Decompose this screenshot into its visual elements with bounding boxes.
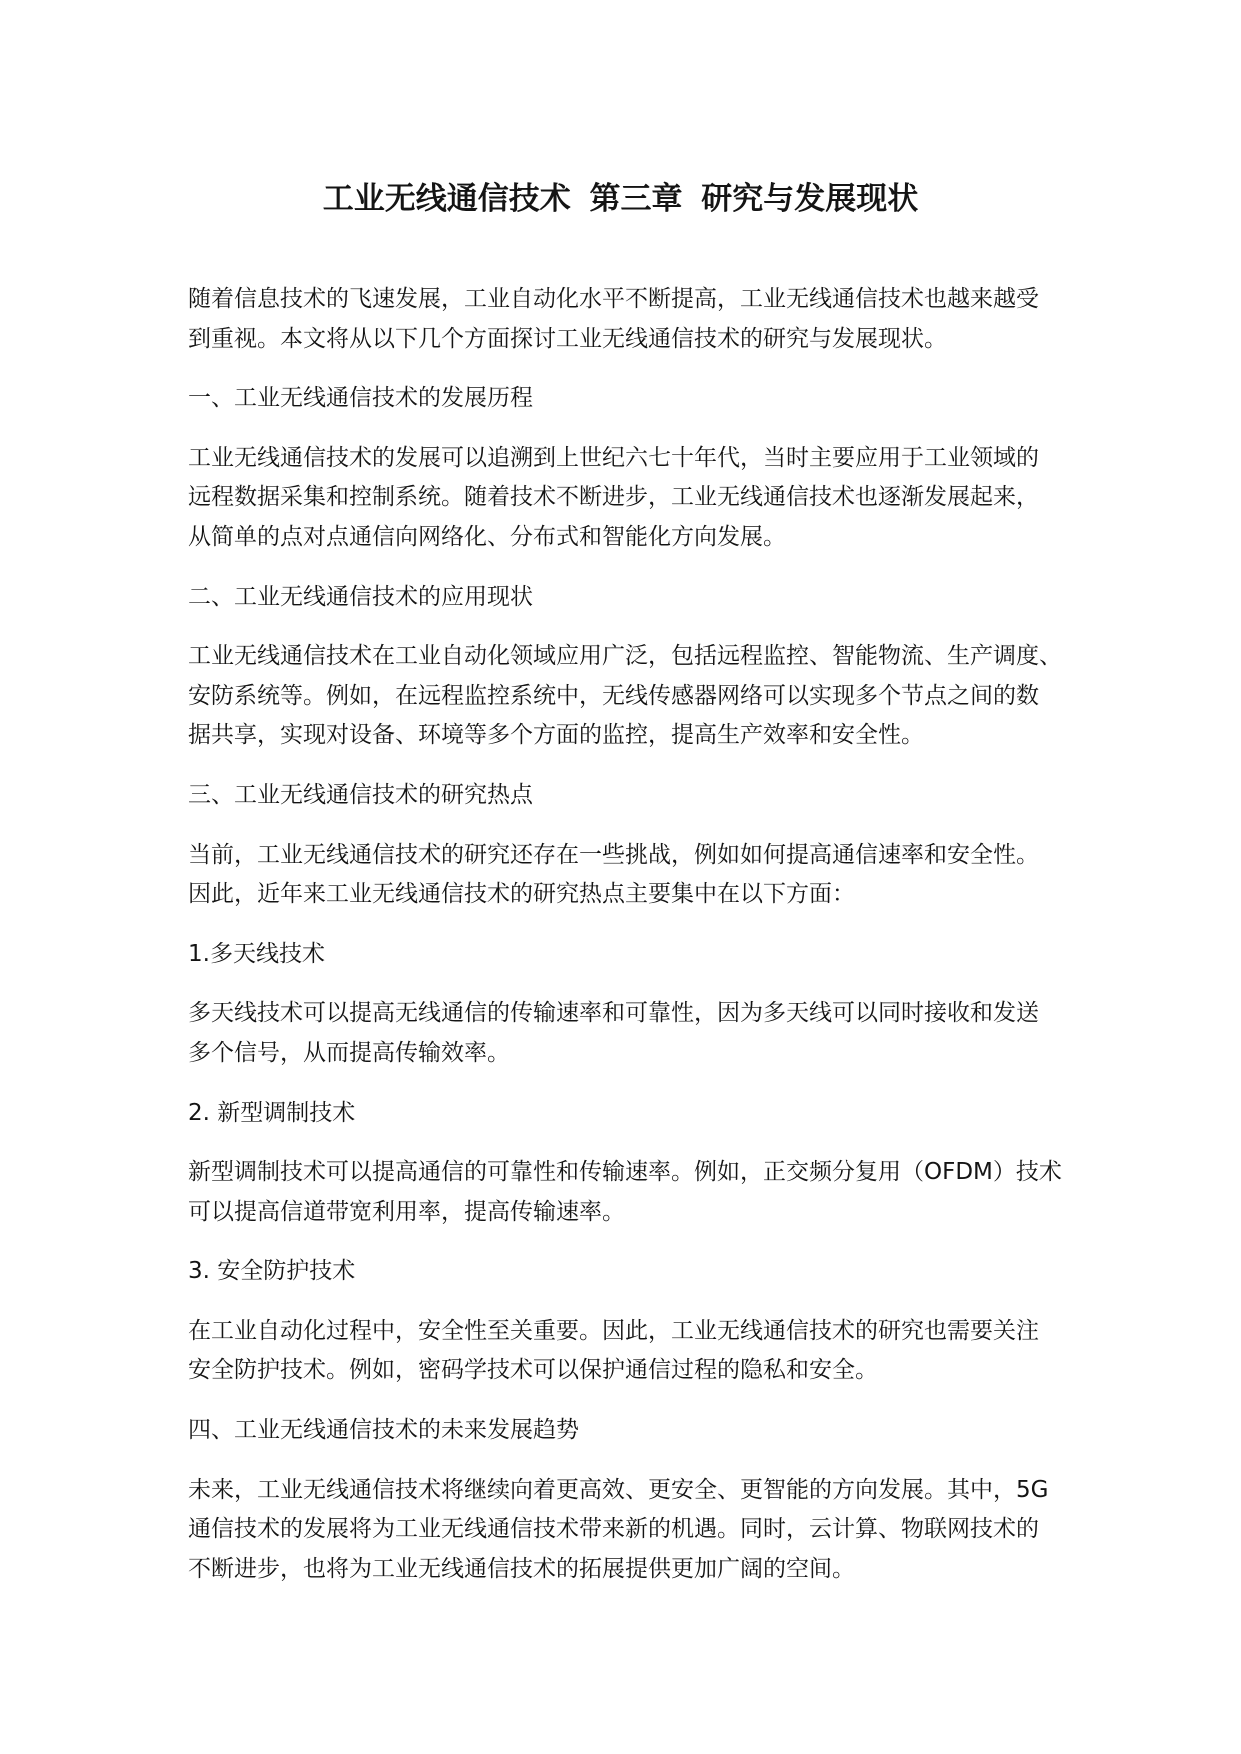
paragraph-line: 不断进步，也将为工业无线通信技术的拓展提供更加广阔的空间。 [188,1555,855,1582]
future-paragraph [188,1471,1088,1590]
subheading-modulation [188,1094,1088,1134]
paragraph-line: 从简单的点对点通信向网络化、分布式和智能化方向发展。 [188,523,786,550]
section-heading-research [188,776,1088,816]
paragraph-line: 工业无线通信技术的发展可以追溯到上世纪六七十年代，当时主要应用于工业领域的 [188,444,1039,471]
research-paragraph [188,836,1088,915]
subheading-multi-antenna [188,935,1088,975]
document-title: 工业无线通信技术 第三章 研究与发展现状 [322,181,919,217]
section-heading-applications [188,578,1088,618]
paragraph-line: 多天线技术可以提高无线通信的传输速率和可靠性，因为多天线可以同时接收和发送 [188,1000,1039,1027]
subheading-text: 1.多天线技术 [188,940,325,967]
subheading-text: 3. 安全防护技术 [188,1258,356,1285]
paragraph-line: 远程数据采集和控制系统。随着技术不断进步，工业无线通信技术也逐渐发展起来， [188,484,1039,511]
paragraph-line: 据共享，实现对设备、环境等多个方面的监控，提高生产效率和安全性。 [188,722,924,749]
paragraph-line: 当前，工业无线通信技术的研究还存在一些挑战，例如如何提高通信速率和安全性。 [188,841,1039,868]
paragraph-line: 到重视。本文将从以下几个方面探讨工业无线通信技术的研究与发展现状。 [188,325,947,352]
paragraph-line: 多个信号，从而提高传输效率。 [188,1039,510,1066]
section-heading-text: 二、工业无线通信技术的应用现状 [188,583,533,610]
history-paragraph [188,439,1088,558]
subheading-text: 2. 新型调制技术 [188,1099,356,1126]
paragraph-line: 安全防护技术。例如，密码学技术可以保护通信过程的隐私和安全。 [188,1357,878,1384]
multi-antenna-paragraph [188,994,1088,1073]
security-paragraph [188,1312,1088,1391]
modulation-paragraph [188,1153,1088,1232]
paragraph-line: 随着信息技术的飞速发展，工业自动化水平不断提高，工业无线通信技术也越来越受 [188,286,1039,312]
intro-paragraph [188,280,1088,359]
paragraph-line: 未来，工业无线通信技术将继续向着更高效、更安全、更智能的方向发展。其中，5G [188,1476,1049,1503]
section-heading-future [188,1411,1088,1451]
document-body [188,280,1088,1609]
paragraph-line: 工业无线通信技术在工业自动化领域应用广泛，包括远程监控、智能物流、生产调度、 [188,643,1062,670]
section-heading-text: 一、工业无线通信技术的发展历程 [188,385,533,412]
section-heading-history [188,379,1088,419]
section-heading-text: 三、工业无线通信技术的研究热点 [188,781,533,808]
paragraph-line: 通信技术的发展将为工业无线通信技术带来新的机遇。同时，云计算、物联网技术的 [188,1516,1039,1543]
paragraph-line: 因此，近年来工业无线通信技术的研究热点主要集中在以下方面： [188,881,855,908]
paragraph-line: 安防系统等。例如，在远程监控系统中，无线传感器网络可以实现多个节点之间的数 [188,682,1039,709]
paragraph-line: 可以提高信道带宽利用率，提高传输速率。 [188,1198,625,1225]
subheading-security [188,1252,1088,1292]
section-heading-text: 四、工业无线通信技术的未来发展趋势 [188,1417,579,1444]
paragraph-line: 新型调制技术可以提高通信的可靠性和传输速率。例如，正交频分复用（OFDM）技术 [188,1159,1062,1186]
applications-paragraph [188,637,1088,756]
paragraph-line: 在工业自动化过程中，安全性至关重要。因此，工业无线通信技术的研究也需要关注 [188,1317,1039,1344]
